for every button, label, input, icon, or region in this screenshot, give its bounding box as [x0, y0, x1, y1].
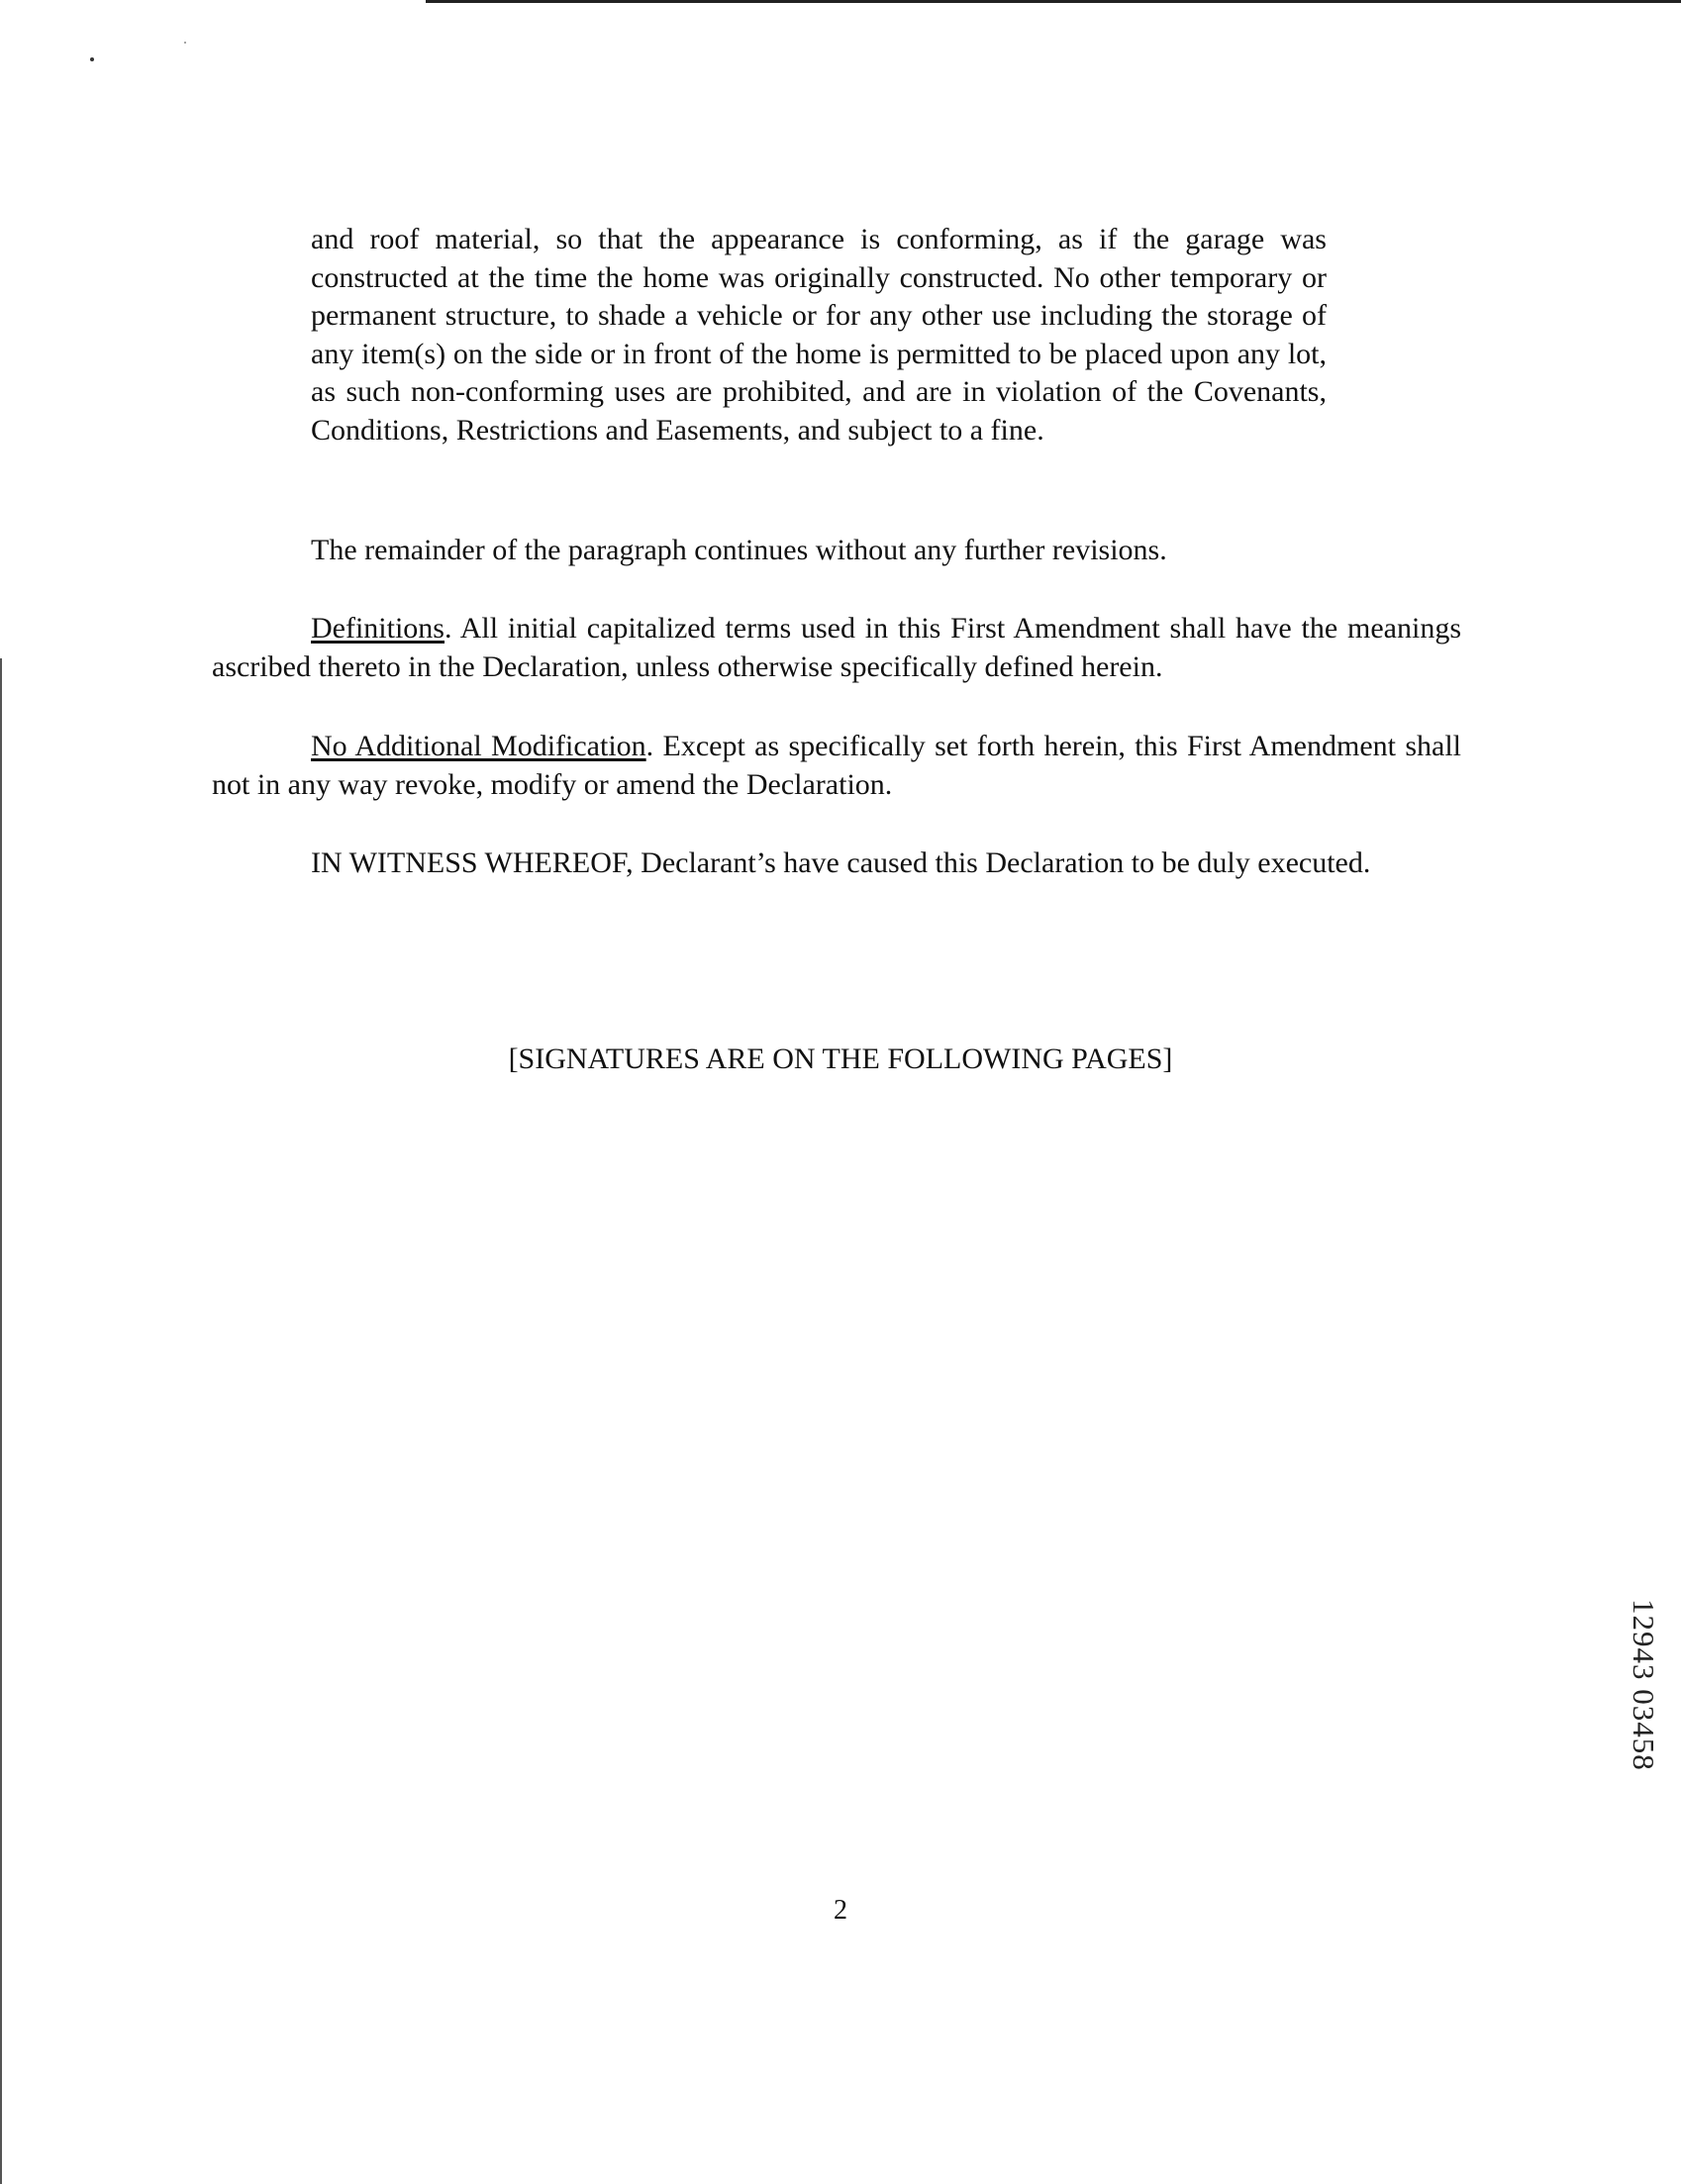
scan-speck	[184, 42, 186, 44]
top-scan-border	[426, 0, 1681, 3]
paragraph-continuation: and roof material, so that the appearance is conforming, as if the garage was constructed at the time the home was originally constructed. No other temporary or permanent structure, to shade a vehicle or for any other use including the storage of any item(s) on the side or in front of the home is permitted to be placed upon any lot, as such non-conforming uses are prohibited, and are in violation of the Covenants, Conditions, Restrictions and Easements, and subject to a fine.	[311, 223, 1327, 447]
definitions-heading: Definitions	[311, 612, 445, 645]
scan-speck	[90, 57, 94, 61]
signature-note: [SIGNATURES ARE ON THE FOLLOWING PAGES]	[508, 1042, 1173, 1075]
definitions-body: . All initial capitalized terms used in this First Amendment shall have the meanings ascribed thereto in the Declaration, unless otherwise specifically defined herein.	[212, 612, 1461, 683]
witness-clause: IN WITNESS WHEREOF, Declarant’s have caused this Declaration to be duly executed.	[311, 846, 1371, 879]
left-scan-edge	[0, 658, 2, 2184]
no-modification-heading: No Additional Modification	[311, 730, 646, 762]
remainder-note: The remainder of the paragraph continues without any further revisions.	[311, 534, 1167, 566]
definitions-section	[212, 610, 1461, 686]
page-number: 2	[834, 1895, 847, 1926]
no-modification-section	[212, 728, 1461, 804]
no-modification-body: . Except as specifically set forth herein, this First Amendment shall not in any way revoke, modify or amend the Declaration.	[212, 730, 1461, 801]
recording-stamp: 12943 03458	[1627, 1599, 1661, 1771]
